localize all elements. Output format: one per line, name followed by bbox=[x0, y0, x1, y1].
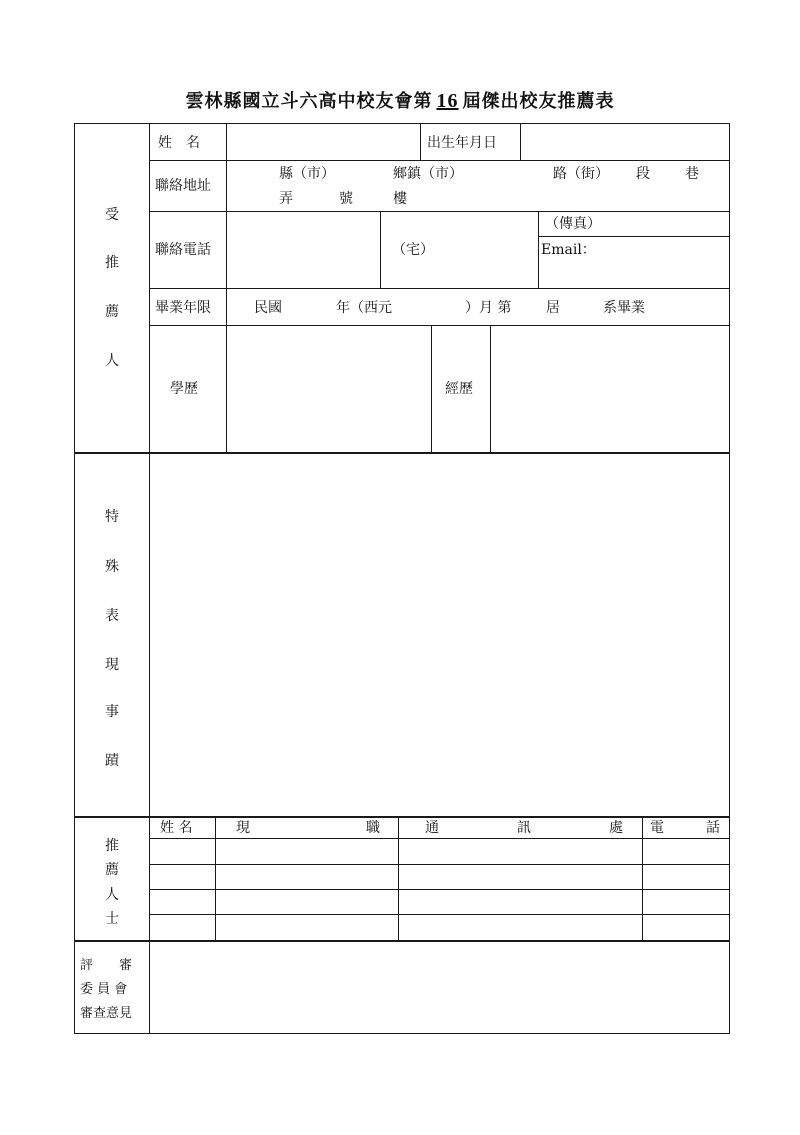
address-lane: 巷 bbox=[685, 166, 699, 182]
recommender-label-4: 士 bbox=[105, 911, 119, 927]
divider-recommender bbox=[74, 940, 730, 942]
address-road: 路（街） bbox=[553, 166, 609, 182]
edition-number: 16 bbox=[436, 90, 459, 112]
address-alley: 弄 bbox=[279, 191, 293, 207]
address-number: 號 bbox=[339, 191, 353, 207]
special-label-5: 事 bbox=[105, 704, 119, 720]
recommender-header-contact-3: 處 bbox=[609, 820, 623, 836]
recommender-label-1: 推 bbox=[105, 838, 119, 854]
fax-label: （傳真） bbox=[545, 216, 601, 232]
phone-label: 聯絡電話 bbox=[155, 242, 211, 258]
address-township: 鄉鎮（市） bbox=[393, 166, 463, 182]
review-label-3: 審查意見 bbox=[80, 1006, 133, 1021]
address-label: 聯絡地址 bbox=[155, 178, 211, 194]
divider-nominee bbox=[74, 452, 730, 454]
special-label-6: 蹟 bbox=[105, 753, 119, 769]
address-floor: 樓 bbox=[393, 191, 407, 207]
label-column-divider bbox=[149, 123, 150, 1034]
graduation-year: 年（西元 bbox=[336, 300, 392, 316]
special-label-3: 表 bbox=[105, 608, 119, 624]
recommender-header-contact-2: 訊 bbox=[517, 820, 531, 836]
name-label: 姓 名 bbox=[158, 135, 200, 151]
recommender-label-3: 人 bbox=[105, 887, 119, 903]
nominee-label-3: 薦 bbox=[105, 304, 119, 320]
nominee-label-1: 受 bbox=[105, 207, 119, 223]
recommender-header-position-1: 現 bbox=[236, 820, 250, 836]
email-label: Email： bbox=[541, 242, 596, 258]
graduation-class: 居 bbox=[546, 300, 560, 316]
special-label-1: 特 bbox=[105, 509, 119, 525]
education-label: 學歷 bbox=[170, 381, 198, 397]
special-label-4: 現 bbox=[105, 657, 119, 673]
form-table bbox=[74, 123, 730, 1034]
recommender-header-phone-2: 話 bbox=[706, 820, 720, 836]
experience-label: 經歷 bbox=[445, 381, 473, 397]
birth-date-label: 出生年月日 bbox=[427, 135, 497, 151]
graduation-month: ）月 第 bbox=[465, 300, 512, 316]
recommender-header-position-2: 職 bbox=[366, 820, 380, 836]
home-phone-label: （宅） bbox=[392, 242, 434, 258]
graduation-department: 系畢業 bbox=[603, 300, 645, 316]
recommender-header-phone-1: 電 bbox=[650, 820, 664, 836]
recommender-header-name: 姓 名 bbox=[160, 820, 193, 836]
nominee-label-4: 人 bbox=[105, 353, 119, 369]
recommender-header-contact-1: 通 bbox=[425, 820, 439, 836]
divider-special bbox=[74, 816, 730, 818]
nominee-label-2: 推 bbox=[105, 255, 119, 271]
review-label-1: 評 審 bbox=[80, 958, 133, 973]
special-label-2: 殊 bbox=[105, 559, 119, 575]
graduation-label: 畢業年限 bbox=[155, 300, 211, 316]
review-label-2: 委 員 會 bbox=[80, 982, 128, 997]
graduation-roc: 民國 bbox=[254, 300, 282, 316]
address-section: 段 bbox=[636, 166, 650, 182]
form-title: 雲林縣國立斗六高中校友會第 16 屆傑出校友推薦表 bbox=[185, 90, 615, 112]
address-county: 縣（市） bbox=[279, 166, 335, 182]
recommender-label-2: 薦 bbox=[105, 862, 119, 878]
